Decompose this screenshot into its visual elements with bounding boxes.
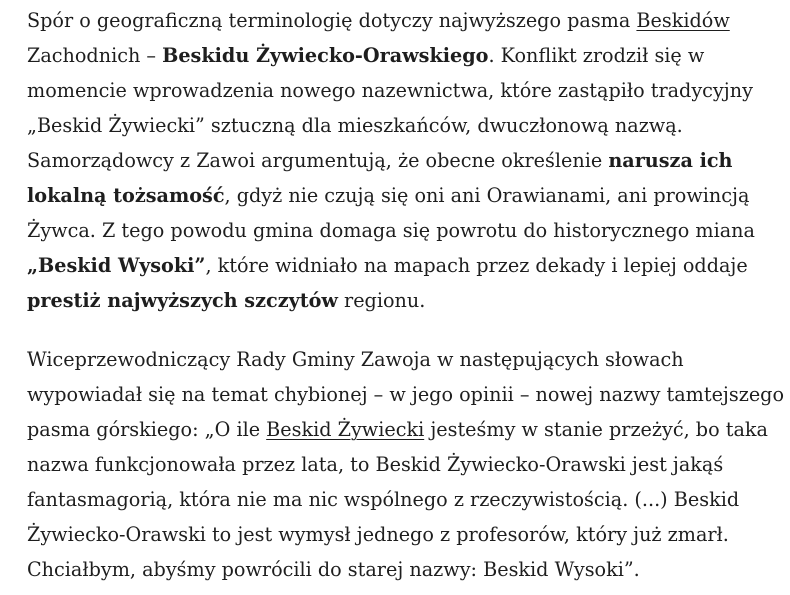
- text-segment: . Konflikt zrodził się w: [488, 44, 705, 67]
- paragraph-2: [27, 342, 784, 587]
- text-segment: fantasmagorią, która nie ma nic wspólnego z rzeczywistością. (...) Beskid: [27, 488, 740, 511]
- paragraph-2-line-2: [27, 377, 784, 412]
- paragraph-1-line-8: [27, 248, 755, 283]
- text-segment: Żywca. Z tego powodu gmina domaga się powrotu do historycznego miana: [27, 219, 755, 242]
- link-beskidy[interactable]: Beskidów: [636, 9, 730, 32]
- paragraph-2-line-7: [27, 552, 784, 587]
- paragraph-1: [27, 3, 755, 318]
- text-segment: wypowiadał się na temat chybionej – w jego opinii – nowej nazwy tamtejszego: [27, 383, 785, 406]
- paragraph-1-line-2: [27, 38, 755, 73]
- text-segment: Wiceprzewodniczący Rady Gminy Zawoja w następujących słowach: [27, 348, 684, 371]
- paragraph-2-line-4: [27, 447, 784, 482]
- text-segment: pasma górskiego: „O ile: [27, 418, 267, 441]
- text-segment: regionu.: [337, 289, 426, 312]
- paragraph-2-line-5: [27, 482, 784, 517]
- text-segment: nazwa funkcjonowała przez lata, to Beskid Żywiecko-Orawski jest jakąś: [27, 453, 724, 476]
- bold-phrase: „Beskid Wysoki”: [27, 254, 206, 277]
- bold-phrase: narusza ich: [608, 149, 733, 172]
- text-segment: Samorządowcy z Zawoi argumentują, że obecne określenie: [27, 149, 609, 172]
- paragraph-2-line-1: [27, 342, 784, 377]
- paragraph-2-line-6: [27, 517, 784, 552]
- bold-phrase: Beskidu Żywiecko-Orawskiego: [162, 44, 489, 67]
- paragraph-1-line-9: [27, 283, 755, 318]
- text-segment: jesteśmy w stanie przeżyć, bo taka: [424, 418, 768, 441]
- paragraph-1-line-7: [27, 213, 755, 248]
- text-segment: momencie wprowadzenia nowego nazewnictwa, które zastąpiło tradycyjny: [27, 79, 753, 102]
- text-segment: , gdyż nie czują się oni ani Orawianami, ani prowincją: [224, 184, 750, 207]
- text-segment: Żywiecko-Orawski to jest wymysł jednego z profesorów, który już zmarł.: [27, 523, 729, 546]
- text-segment: , które widniało na mapach przez dekady i lepiej oddaje: [205, 254, 748, 277]
- paragraph-1-line-4: [27, 108, 755, 143]
- text-segment: „Beskid Żywiecki” sztuczną dla mieszkańców, dwuczłonową nazwą.: [27, 114, 683, 137]
- bold-phrase: prestiż najwyższych szczytów: [27, 289, 338, 312]
- bold-phrase: lokalną tożsamość: [27, 184, 225, 207]
- text-segment: Spór o geograficzną terminologię dotyczy najwyższego pasma: [27, 9, 637, 32]
- text-segment: Chciałbym, abyśmy powrócili do starej nazwy: Beskid Wysoki”.: [27, 558, 640, 581]
- text-segment: Zachodnich –: [27, 44, 163, 67]
- link-beskid-zywiecki[interactable]: Beskid Żywiecki: [266, 418, 425, 441]
- paragraph-1-line-1: [27, 3, 755, 38]
- paragraph-1-line-6: [27, 178, 755, 213]
- paragraph-1-line-5: [27, 143, 755, 178]
- paragraph-1-line-3: [27, 73, 755, 108]
- paragraph-2-line-3: [27, 412, 784, 447]
